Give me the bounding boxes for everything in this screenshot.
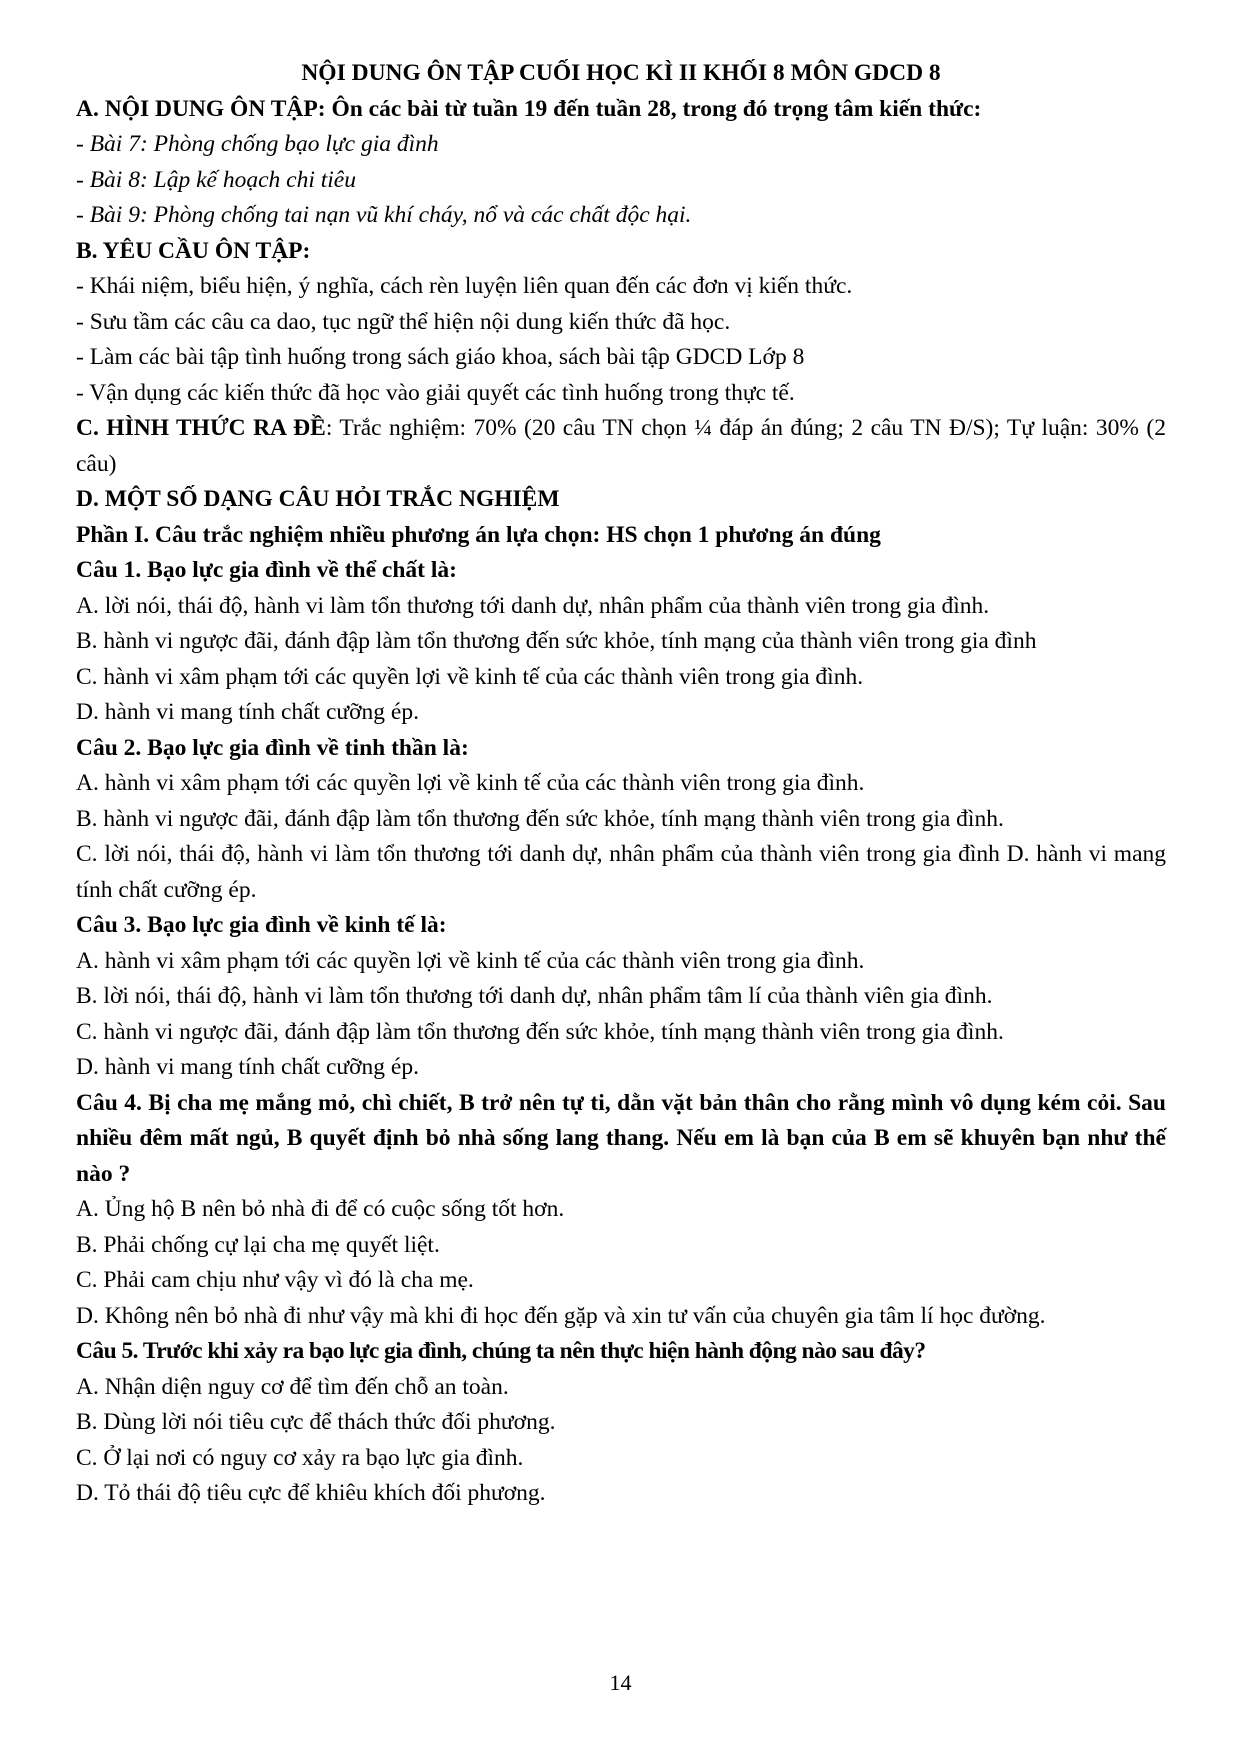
- question-5-option-d: D. Tỏ thái độ tiêu cực để khiêu khích đối phương.: [76, 1480, 546, 1506]
- question-1-option-d: D. hành vi mang tính chất cưỡng ép.: [76, 699, 419, 725]
- part-1-heading: Phần I. Câu trắc nghiệm nhiều phương án lựa chọn: HS chọn 1 phương án đúng: [76, 521, 881, 548]
- document-page: [76, 56, 1166, 1512]
- question-2-option-a: A. hành vi xâm phạm tới các quyền lợi về kinh tế của các thành viên trong gia đình.: [76, 770, 865, 796]
- section-d-heading: D. MỘT SỐ DẠNG CÂU HỎI TRẮC NGHIỆM: [76, 486, 560, 512]
- section-c-paragraph: [76, 411, 1166, 482]
- question-3: Câu 3. Bạo lực gia đình về kinh tế là:: [76, 912, 447, 938]
- question-1-option-b: B. hành vi ngược đãi, đánh đập làm tổn thương đến sức khỏe, tính mạng của thành viên trong gia đình: [76, 628, 1037, 654]
- question-3-option-a: A. hành vi xâm phạm tới các quyền lợi về kinh tế của các thành viên trong gia đình.: [76, 947, 865, 974]
- section-b-item: - Làm các bài tập tình huống trong sách giáo khoa, sách bài tập GDCD Lớp 8: [76, 344, 805, 370]
- section-a-item: - Bài 9: Phòng chống tai nạn vũ khí cháy, nổ và các chất độc hại.: [76, 202, 692, 228]
- question-1-option-a: A. lời nói, thái độ, hành vi làm tổn thương tới danh dự, nhân phẩm của thành viên trong gia đình.: [76, 592, 990, 619]
- question-4-option-b: B. Phải chống cự lại cha mẹ quyết liệt.: [76, 1231, 440, 1258]
- page-title: NỘI DUNG ÔN TẬP CUỐI HỌC KÌ II KHỐI 8 MÔN GDCD 8: [301, 60, 941, 86]
- question-2: Câu 2. Bạo lực gia đình về tinh thần là:: [76, 734, 469, 761]
- section-b-item: - Khái niệm, biểu hiện, ý nghĩa, cách rèn luyện liên quan đến các đơn vị kiến thức.: [76, 273, 853, 299]
- question-5-option-a: A. Nhận diện nguy cơ để tìm đến chỗ an toàn.: [76, 1373, 509, 1400]
- section-a-item: - Bài 7: Phòng chống bạo lực gia đình: [76, 131, 439, 157]
- question-4-option-c: C. Phải cam chịu như vậy vì đó là cha mẹ.: [76, 1267, 474, 1293]
- question-4-option-a: A. Ủng hộ B nên bỏ nhà đi để có cuộc sống tốt hơn.: [76, 1196, 565, 1222]
- question-1: Câu 1. Bạo lực gia đình về thể chất là:: [76, 557, 457, 583]
- question-2-option-b: B. hành vi ngược đãi, đánh đập làm tổn thương đến sức khỏe, tính mạng thành viên trong gia đình.: [76, 805, 1004, 832]
- question-1-option-c: C. hành vi xâm phạm tới các quyền lợi về kinh tế của các thành viên trong gia đình.: [76, 663, 864, 690]
- section-c-text: : Trắc nghiệm: 70% (20 câu TN chọn ¼ đáp án đúng; 2 câu TN Đ/S); Tự luận: 30% (2 câu): [76, 415, 1166, 477]
- question-4: Câu 4. Bị cha mẹ mắng mỏ, chì chiết, B trở nên tự ti, dằn vặt bản thân cho rằng mình vô dụng kém cỏi. Sau nhiều đêm mất ngủ, B quyết định bỏ nhà sống lang thang. Nếu em là bạn của B em sẽ khuyên bạn như thế nào ?: [76, 1089, 1166, 1187]
- section-a-heading: A. NỘI DUNG ÔN TẬP: Ôn các bài từ tuần 19 đến tuần 28, trong đó trọng tâm kiến thức:: [76, 95, 982, 122]
- section-b-heading: B. YÊU CẦU ÔN TẬP:: [76, 237, 311, 264]
- section-b-item: - Vận dụng các kiến thức đã học vào giải quyết các tình huống trong thực tế.: [76, 379, 795, 406]
- question-5-option-c: C. Ở lại nơi có nguy cơ xảy ra bạo lực gia đình.: [76, 1444, 524, 1471]
- question-5-option-b: B. Dùng lời nói tiêu cực để thách thức đối phương.: [76, 1409, 556, 1435]
- section-c-label: C. HÌNH THỨC RA ĐỀ: [76, 415, 326, 441]
- page-number: 14: [609, 1670, 632, 1695]
- section-b-item: - Sưu tầm các câu ca dao, tục ngữ thể hiện nội dung kiến thức đã học.: [76, 308, 731, 335]
- section-a-item: - Bài 8: Lập kế hoạch chi tiêu: [76, 166, 356, 193]
- question-3-option-b: B. lời nói, thái độ, hành vi làm tổn thương tới danh dự, nhân phẩm tâm lí của thành viên gia đình.: [76, 983, 993, 1009]
- question-3-option-d: D. hành vi mang tính chất cưỡng ép.: [76, 1054, 419, 1080]
- question-4-option-d: D. Không nên bỏ nhà đi như vậy mà khi đi học đến gặp và xin tư vấn của chuyên gia tâm lí học đường.: [76, 1302, 1046, 1329]
- question-3-option-c: C. hành vi ngược đãi, đánh đập làm tổn thương đến sức khỏe, tính mạng thành viên trong gia đình.: [76, 1018, 1004, 1045]
- question-5: Câu 5. Trước khi xảy ra bạo lực gia đình, chúng ta nên thực hiện hành động nào sau đây?: [76, 1338, 926, 1364]
- question-2-option-c: C. lời nói, thái độ, hành vi làm tổn thương tới danh dự, nhân phẩm của thành viên trong gia đình D. hành vi mang tính chất cưỡng ép.: [76, 841, 1166, 903]
